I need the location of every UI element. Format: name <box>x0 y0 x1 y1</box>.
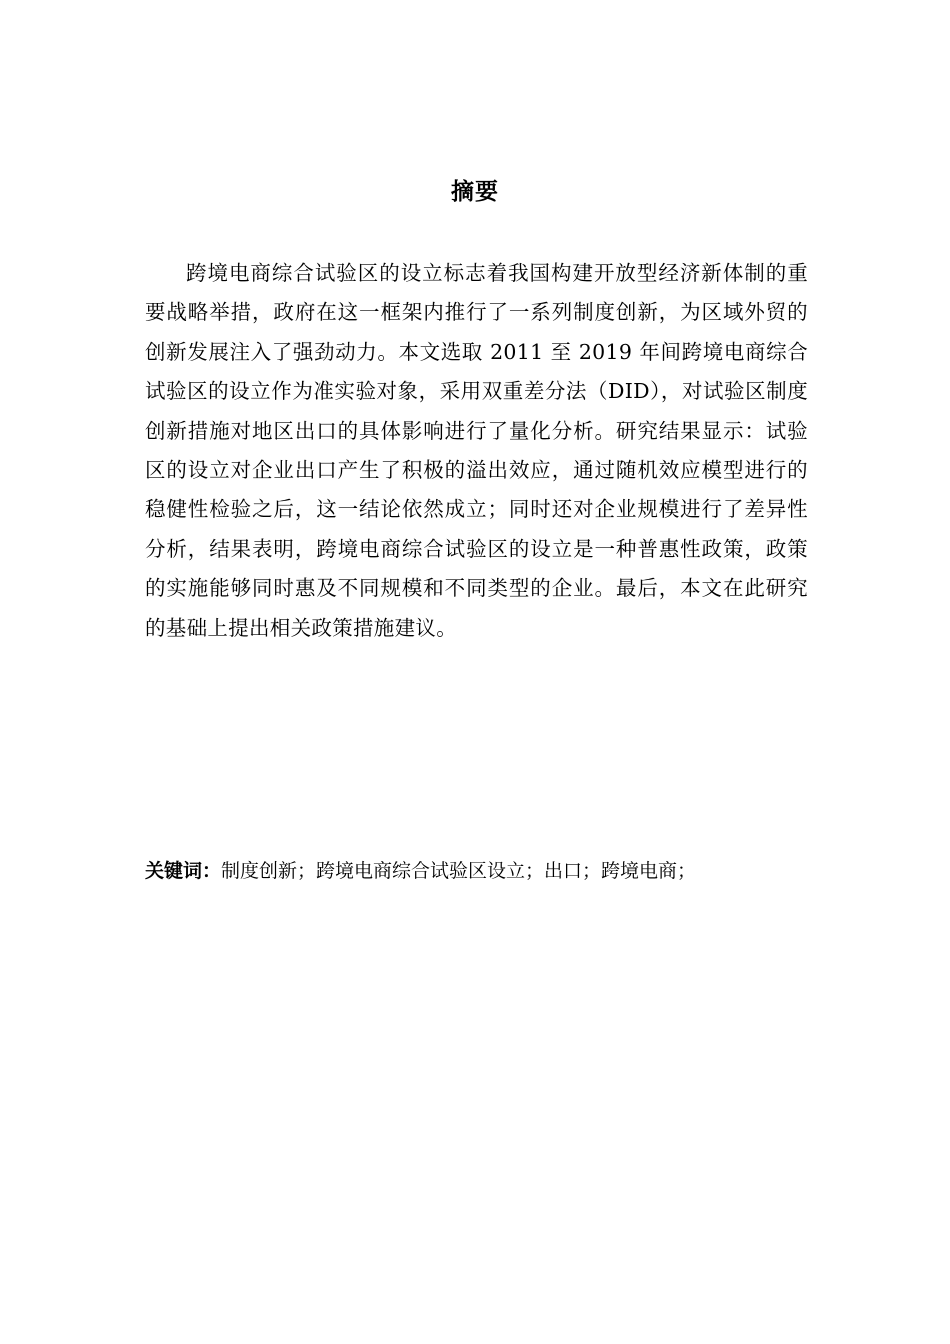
keywords-label: 关键词： <box>145 860 222 882</box>
page-title: 摘要 <box>451 179 499 205</box>
keywords-value: 制度创新；跨境电商综合试验区设立；出口；跨境电商； <box>221 860 697 882</box>
abstract-paragraph: 跨境电商综合试验区的设立标志着我国构建开放型经济新体制的重要战略举措，政府在这一框架内推行了一系列制度创新，为区域外贸的创新发展注入了强劲动力。本文选取 2011 至 2019 年间跨境电商综合试验区的设立作为准实验对象，采用双重差分法（DID），对试验区制度创新措施对地区出口的具体影响进行了量化分析。研究结果显示：试验区的设立对企业出口产生了积极的溢出效应，通过随机效应模型进行的稳健性检验之后，这一结论依然成立；同时还对企业规模进行了差异性分析，结果表明，跨境电商综合试验区的设立是一种普惠性政策，政策的实施能够同时惠及不同规模和不同类型的企业。最后，本文在此研究的基础上提出相关政策措施建议。 <box>145 261 808 640</box>
keywords-line <box>145 853 808 889</box>
